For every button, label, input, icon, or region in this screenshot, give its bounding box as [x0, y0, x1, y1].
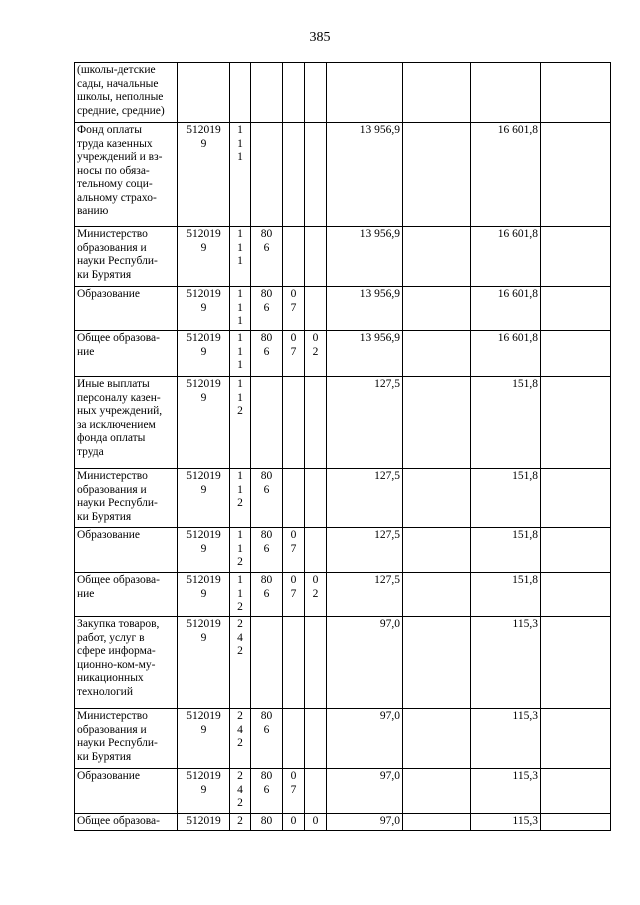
subsection-code: 0 2 — [305, 331, 327, 377]
empty-cell — [541, 287, 611, 331]
section-code — [283, 377, 305, 469]
ministry-code: 80 6 — [251, 769, 283, 814]
section-code: 0 7 — [283, 331, 305, 377]
ministry-code: 80 6 — [251, 331, 283, 377]
section-code — [283, 123, 305, 227]
subsection-code — [305, 377, 327, 469]
empty-cell — [403, 814, 471, 831]
target-code: 512019 9 — [178, 287, 230, 331]
table-row — [75, 769, 611, 814]
subsection-code — [305, 528, 327, 573]
row-name: Общее образова- — [75, 814, 178, 831]
empty-cell — [541, 469, 611, 528]
section-code — [283, 709, 305, 769]
expense-type: 2 4 2 — [230, 709, 251, 769]
section-code: 0 7 — [283, 769, 305, 814]
amount-2: 151,8 — [471, 469, 541, 528]
section-code — [283, 227, 305, 287]
expense-type: 1 1 2 — [230, 377, 251, 469]
table-body — [75, 63, 611, 831]
table-row — [75, 528, 611, 573]
budget-table — [74, 62, 611, 831]
amount-2: 16 601,8 — [471, 331, 541, 377]
table-row — [75, 469, 611, 528]
amount-2 — [471, 63, 541, 123]
empty-cell — [403, 123, 471, 227]
target-code: 512019 — [178, 814, 230, 831]
empty-cell — [541, 63, 611, 123]
row-name: Министерство образования и науки Республи- ки Бурятия — [75, 227, 178, 287]
expense-type: 1 1 1 — [230, 227, 251, 287]
subsection-code — [305, 63, 327, 123]
target-code: 512019 9 — [178, 617, 230, 709]
subsection-code — [305, 469, 327, 528]
row-name: Фонд оплаты труда казенных учреждений и вз- носы по обяза- тельному соци- альному страхо- ванию — [75, 123, 178, 227]
amount-2: 151,8 — [471, 573, 541, 617]
empty-cell — [403, 709, 471, 769]
empty-cell — [403, 573, 471, 617]
amount-1: 97,0 — [327, 769, 403, 814]
amount-1: 97,0 — [327, 709, 403, 769]
target-code: 512019 9 — [178, 709, 230, 769]
target-code: 512019 9 — [178, 528, 230, 573]
amount-1 — [327, 63, 403, 123]
subsection-code — [305, 123, 327, 227]
ministry-code: 80 6 — [251, 469, 283, 528]
ministry-code: 80 6 — [251, 287, 283, 331]
amount-2: 151,8 — [471, 377, 541, 469]
empty-cell — [403, 287, 471, 331]
expense-type: 2 — [230, 814, 251, 831]
amount-1: 13 956,9 — [327, 287, 403, 331]
amount-1: 127,5 — [327, 377, 403, 469]
amount-2: 16 601,8 — [471, 227, 541, 287]
target-code: 512019 9 — [178, 331, 230, 377]
ministry-code: 80 — [251, 814, 283, 831]
subsection-code — [305, 287, 327, 331]
table-row — [75, 227, 611, 287]
section-code: 0 — [283, 814, 305, 831]
table-row — [75, 123, 611, 227]
row-name: Образование — [75, 287, 178, 331]
empty-cell — [403, 331, 471, 377]
amount-1: 13 956,9 — [327, 123, 403, 227]
subsection-code — [305, 227, 327, 287]
row-name: Образование — [75, 528, 178, 573]
empty-cell — [541, 709, 611, 769]
empty-cell — [541, 377, 611, 469]
ministry-code — [251, 123, 283, 227]
amount-1: 127,5 — [327, 528, 403, 573]
amount-2: 16 601,8 — [471, 123, 541, 227]
expense-type: 2 4 2 — [230, 617, 251, 709]
row-name: Министерство образования и науки Республи- ки Бурятия — [75, 709, 178, 769]
amount-2: 115,3 — [471, 814, 541, 831]
amount-1: 97,0 — [327, 814, 403, 831]
empty-cell — [403, 769, 471, 814]
row-name: Иные выплаты персоналу казен- ных учреждений, за исключением фонда оплаты труда — [75, 377, 178, 469]
amount-2: 115,3 — [471, 617, 541, 709]
table-row — [75, 287, 611, 331]
section-code — [283, 63, 305, 123]
table-row — [75, 331, 611, 377]
target-code: 512019 9 — [178, 123, 230, 227]
expense-type: 1 1 2 — [230, 469, 251, 528]
amount-1: 13 956,9 — [327, 331, 403, 377]
ministry-code — [251, 63, 283, 123]
row-name: Общее образова- ние — [75, 573, 178, 617]
row-name: Общее образова- ние — [75, 331, 178, 377]
table-row — [75, 709, 611, 769]
expense-type: 2 4 2 — [230, 769, 251, 814]
empty-cell — [541, 528, 611, 573]
row-name: Закупка товаров, работ, услуг в сфере информа- ционно-ком-му- никационных технологий — [75, 617, 178, 709]
amount-2: 16 601,8 — [471, 287, 541, 331]
expense-type: 1 1 2 — [230, 528, 251, 573]
section-code: 0 7 — [283, 287, 305, 331]
ministry-code: 80 6 — [251, 573, 283, 617]
table-row — [75, 617, 611, 709]
amount-1: 127,5 — [327, 573, 403, 617]
amount-2: 115,3 — [471, 709, 541, 769]
empty-cell — [403, 469, 471, 528]
target-code — [178, 63, 230, 123]
table-row — [75, 814, 611, 831]
amount-2: 115,3 — [471, 769, 541, 814]
amount-1: 127,5 — [327, 469, 403, 528]
empty-cell — [403, 528, 471, 573]
amount-2: 151,8 — [471, 528, 541, 573]
ministry-code: 80 6 — [251, 709, 283, 769]
row-name: (школы-детские сады, начальные школы, неполные средние, средние) — [75, 63, 178, 123]
amount-1: 97,0 — [327, 617, 403, 709]
subsection-code: 0 — [305, 814, 327, 831]
section-code — [283, 469, 305, 528]
expense-type: 1 1 1 — [230, 331, 251, 377]
empty-cell — [541, 227, 611, 287]
empty-cell — [403, 377, 471, 469]
empty-cell — [541, 573, 611, 617]
target-code: 512019 9 — [178, 227, 230, 287]
ministry-code: 80 6 — [251, 227, 283, 287]
ministry-code: 80 6 — [251, 528, 283, 573]
ministry-code — [251, 377, 283, 469]
empty-cell — [541, 814, 611, 831]
empty-cell — [403, 63, 471, 123]
empty-cell — [403, 227, 471, 287]
empty-cell — [541, 769, 611, 814]
table-row — [75, 573, 611, 617]
page-number: 385 — [309, 30, 331, 45]
empty-cell — [541, 331, 611, 377]
expense-type — [230, 63, 251, 123]
expense-type: 1 1 2 — [230, 573, 251, 617]
table-row — [75, 63, 611, 123]
expense-type: 1 1 1 — [230, 123, 251, 227]
empty-cell — [403, 617, 471, 709]
target-code: 512019 9 — [178, 377, 230, 469]
subsection-code: 0 2 — [305, 573, 327, 617]
subsection-code — [305, 709, 327, 769]
row-name: Образование — [75, 769, 178, 814]
section-code: 0 7 — [283, 573, 305, 617]
expense-type: 1 1 1 — [230, 287, 251, 331]
amount-1: 13 956,9 — [327, 227, 403, 287]
subsection-code — [305, 769, 327, 814]
section-code: 0 7 — [283, 528, 305, 573]
target-code: 512019 9 — [178, 573, 230, 617]
ministry-code — [251, 617, 283, 709]
table-row — [75, 377, 611, 469]
section-code — [283, 617, 305, 709]
target-code: 512019 9 — [178, 469, 230, 528]
target-code: 512019 9 — [178, 769, 230, 814]
empty-cell — [541, 617, 611, 709]
subsection-code — [305, 617, 327, 709]
row-name: Министерство образования и науки Республи- ки Бурятия — [75, 469, 178, 528]
empty-cell — [541, 123, 611, 227]
